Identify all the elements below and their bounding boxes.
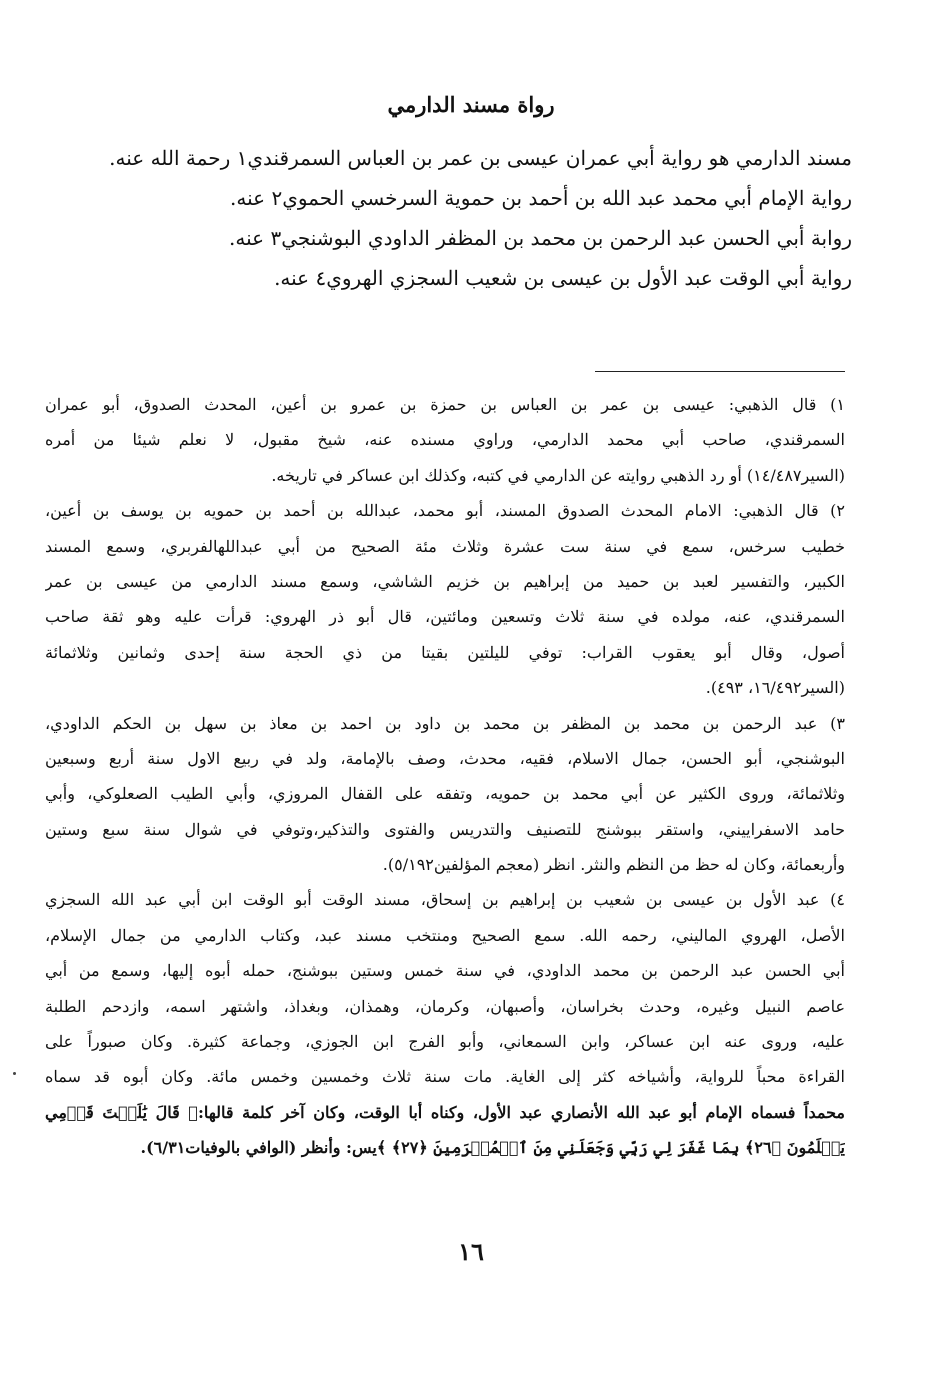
footnote-line: البوشنجي، أبو الحسن، جمال الاسلام، فقيه، محدث، وصف بالإمامة، ولد في ربيع الاول سنة أربع وسبعين (45, 748, 845, 768)
footnote-4 (45, 882, 845, 1165)
main-line: رواية الإمام أبي محمد عبد الله بن أحمد بن حموية السرخسي الحموي٢ عنه. (230, 186, 852, 210)
footnote-line: عليه، وروى عنه ابن عساكر، وابن السمعاني، وأبو الفرج ابن الجوزي، وجماعة كثيرة. وكان صبوراً على (45, 1032, 845, 1052)
footnote-line: الأصل، الهروي الماليني، رحمه الله. سمع الصحيح ومنتخب مسند عبد، وكتاب الدارمي من جمال الإسلام، (45, 925, 845, 945)
footnote-2 (45, 493, 845, 705)
footnote-line: (السير١٤/٤٨٧) أو رد الذهبي روايته عن الدارمي في كتبه، وكذلك ابن عساكر في تاريخه. (271, 465, 845, 485)
footnote-line: خطيب سرخس، سمع في سنة ست عشرة وثلاث مئة الصحيح من أبي عبداللهالفربري، وسمع المسند (45, 536, 845, 556)
footnote-line: حامد الاسفراييني، واستقر ببوشنج للتصنيف والتدريس والفتوى والتذكير،وتوفي في شوال سنة سبع وستين (45, 819, 845, 839)
footnote-3 (45, 706, 845, 883)
footnote-line: أبي الحسن عبد الرحمن بن محمد الداودي، في سنة خمس وستين ببوشنج، حمله أبوه إليها، وسمع من أبي (45, 961, 845, 981)
footnote-1 (45, 387, 845, 493)
footnote-line: الكبير، والتفسير لعبد بن حميد من إبراهيم بن خزيم الشاشي، وسمع مسند الدارمي من عيسى بن عمر (45, 571, 845, 591)
footnote-line: وثلاثمائة، وروى الكثير عن أبي محمد بن حمويه، وتفقه على القفال المروزي، وأبي الطيب الصعلوكي، وأبي (45, 784, 845, 804)
footnote-line: يَعۡلَمُونَ ﴿٢٦﴾ بِمَا غَفَرَ لِي رَبِّي وَجَعَلَنِي مِنَ ٱلۡمُكۡرَمِينَ ﴿٢٧﴾ ﴾يس: وأنظر (الوافي بالوفيات٦/٣١). (140, 1138, 845, 1158)
footnote-line: وأربعمائة، وكان له حظ من النظم والنثر. انظر (معجم المؤلفين٥/١٩٢). (382, 855, 845, 875)
footnote-line: محمداً فسماه الإمام أبو عبد الله الأنصاري عبد الأول، وكناه أبا الوقت، وكان آخر كلمة قالها:﴿ قَالَ يَٰلَيۡتَ قَوۡمِي (45, 1102, 845, 1122)
footnote-line: (السير١٦/٤٩٢، ٤٩٣). (705, 678, 845, 698)
scan-speck (13, 1072, 16, 1075)
footnote-line: ٤) عبد الأول بن عيسى بن شعيب بن إبراهيم بن إسحاق، مسند الوقت أبو الوقت ابن أبي عبد الله السجزي (45, 890, 845, 910)
main-text (72, 138, 852, 298)
footnote-line: أصول، وقال أبو يعقوب القراب: توفي لليلتين بقيتا من ذي الحجة سنة إحدى وثمانين وثلاثمائة (45, 642, 845, 662)
footnote-line: ٢) قال الذهبي: الامام المحدث الصدوق المسند، أبو محمد، عبدالله بن أحمد بن حمويه بن يوسف بن أعين، (45, 501, 845, 521)
main-line: روابة أبي الحسن عبد الرحمن بن محمد بن المظفر الداودي البوشنجي٣ عنه. (229, 226, 852, 250)
footnote-line: السمرقندي، عنه، مولده في سنة ثلاث وتسعين ومائتين، قال أبو ذر الهروي: قرأت عليه وهو ثقة صاحب (45, 607, 845, 627)
page-title: رواة مسند الدارمي (387, 92, 555, 117)
footnote-line: السمرقندي، صاحب أبي محمد الدارمي، وراوي مسنده عنه، شيخ مقبول، لا نعلم شيئا من أمره (45, 430, 845, 450)
main-line: مسند الدارمي هو رواية أبي عمران عيسى بن عمر بن العباس السمرقندي١ رحمة الله عنه. (109, 146, 852, 170)
main-line: رواية أبي الوقت عبد الأول بن عيسى بن شعيب السجزي الهروي٤ عنه. (274, 266, 852, 290)
footnote-divider (595, 371, 845, 372)
footnote-line: ١) قال الذهبي: عيسى بن عمر بن العباس بن حمزة بن عمرو بن أعين، المحدث الصدوق، أبو عمران (45, 395, 845, 414)
footnotes (45, 387, 845, 1166)
footnote-line: عاصم النبيل وغيره، وحدث بخراسان، وأصبهان، وكرمان، وهمذان، وبغداذ، واشتهر اسمه، وازدحم الطلبة (45, 996, 845, 1016)
footnote-line: القراءة محباً للرواية، وأشياخه كثر إلى الغاية. مات سنة ثلاث وخمسين وخمس مائة. وكان أبوه قد سماه (45, 1067, 845, 1087)
footnote-line: ٣) عبد الرحمن بن محمد بن المظفر بن محمد بن داود بن احمد بن معاذ بن سهل بن الحكم الداودي، (45, 713, 845, 733)
page-number: ١٦ (458, 1237, 484, 1266)
